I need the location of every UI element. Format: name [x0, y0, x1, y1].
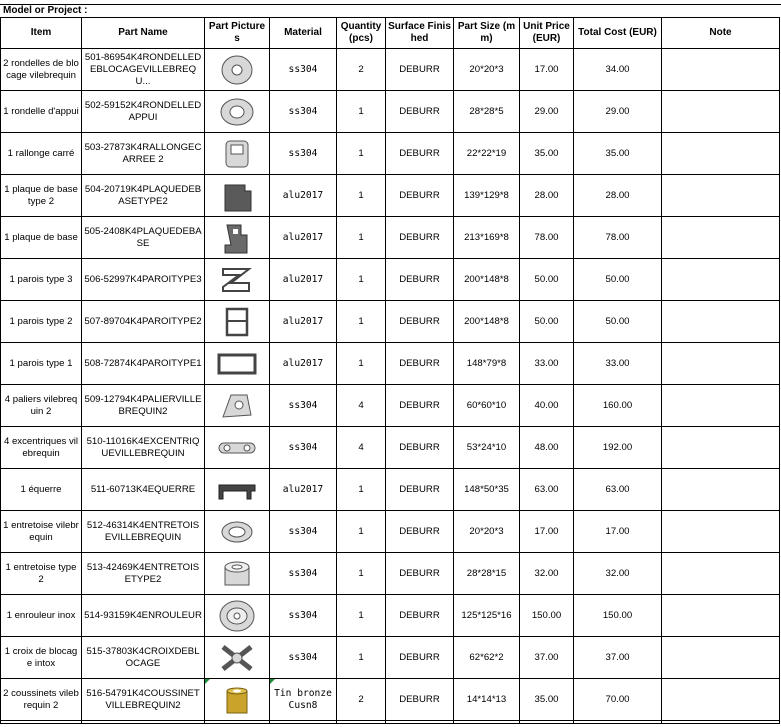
row-unit-price: 17.00 [520, 511, 574, 553]
row-quantity: 2 [337, 49, 386, 91]
washer-thick-icon [205, 49, 270, 91]
row-part-size: 53*24*10 [454, 427, 520, 469]
row-part-size: 28*28*5 [454, 91, 520, 133]
row-part-name: 504-20719K4PLAQUEDEBASETYPE2 [82, 175, 205, 217]
row-part-name: 506-52997K4PAROITYPE3 [82, 259, 205, 301]
row-surface: DEBURR [386, 595, 454, 637]
table-row [1, 301, 780, 343]
row-item: 1 enrouleur inox [1, 595, 82, 637]
base-plate-2-icon [205, 175, 270, 217]
row-item: 1 rondelle d'appui [1, 91, 82, 133]
row-surface: DEBURR [386, 637, 454, 679]
row-part-name: 516-54791K4COUSSINETVILLEBREQUIN2 [82, 679, 205, 721]
partial-cell [574, 721, 662, 724]
row-total-cost: 78.00 [574, 217, 662, 259]
row-part-name: 512-46314K4ENTRETOISEVILLEBREQUIN [82, 511, 205, 553]
row-total-cost: 160.00 [574, 385, 662, 427]
table-row [1, 637, 780, 679]
row-material: ss304 [270, 511, 337, 553]
comment-marker [205, 679, 210, 684]
row-item: 1 équerre [1, 469, 82, 511]
table-row [1, 343, 780, 385]
row-note [662, 679, 780, 721]
row-surface: DEBURR [386, 49, 454, 91]
row-surface: DEBURR [386, 217, 454, 259]
row-unit-price: 32.00 [520, 553, 574, 595]
table-row [1, 175, 780, 217]
row-quantity: 1 [337, 595, 386, 637]
row-quantity: 1 [337, 637, 386, 679]
bushing-icon [205, 679, 270, 721]
partial-cell [205, 721, 270, 724]
row-item: 2 coussinets vilebrequin 2 [1, 679, 82, 721]
col-unit-price: Unit Price (EUR) [520, 18, 574, 49]
row-material: ss304 [270, 385, 337, 427]
col-total-cost: Total Cost (EUR) [574, 18, 662, 49]
row-surface: DEBURR [386, 679, 454, 721]
table-row [1, 385, 780, 427]
row-note [662, 175, 780, 217]
row-item: 1 rallonge carré [1, 133, 82, 175]
row-total-cost: 50.00 [574, 301, 662, 343]
row-total-cost: 17.00 [574, 511, 662, 553]
row-part-size: 139*129*8 [454, 175, 520, 217]
row-part-size: 22*22*19 [454, 133, 520, 175]
row-material: alu2017 [270, 469, 337, 511]
row-total-cost: 70.00 [574, 679, 662, 721]
row-note [662, 343, 780, 385]
row-part-name: 502-59152K4RONDELLEDAPPUI [82, 91, 205, 133]
row-surface: DEBURR [386, 511, 454, 553]
row-material: alu2017 [270, 175, 337, 217]
row-part-name: 505-2408K4PLAQUEDEBASE [82, 217, 205, 259]
row-part-size: 60*60*10 [454, 385, 520, 427]
row-quantity: 1 [337, 301, 386, 343]
row-quantity: 1 [337, 175, 386, 217]
row-item: 2 rondelles de blocage vilebrequin [1, 49, 82, 91]
bracket-icon [205, 469, 270, 511]
row-quantity: 1 [337, 217, 386, 259]
row-quantity: 1 [337, 511, 386, 553]
row-quantity: 2 [337, 679, 386, 721]
row-unit-price: 37.00 [520, 637, 574, 679]
row-surface: DEBURR [386, 175, 454, 217]
row-total-cost: 28.00 [574, 175, 662, 217]
row-quantity: 1 [337, 91, 386, 133]
row-total-cost: 150.00 [574, 595, 662, 637]
row-part-name: 507-89704K4PAROITYPE2 [82, 301, 205, 343]
col-surface: Surface Finished [386, 18, 454, 49]
row-note [662, 553, 780, 595]
comment-marker [270, 679, 275, 684]
row-unit-price: 35.00 [520, 133, 574, 175]
row-note [662, 637, 780, 679]
row-total-cost: 37.00 [574, 637, 662, 679]
row-surface: DEBURR [386, 553, 454, 595]
row-part-size: 213*169*8 [454, 217, 520, 259]
row-surface: DEBURR [386, 259, 454, 301]
table-row [1, 259, 780, 301]
row-part-name: 501-86954K4RONDELLEDEBLOCAGEVILLEBREQU... [82, 49, 205, 91]
row-unit-price: 50.00 [520, 301, 574, 343]
row-unit-price: 29.00 [520, 91, 574, 133]
row-part-name: 515-37803K4CROIXDEBLOCAGE [82, 637, 205, 679]
header-row [1, 18, 780, 49]
row-item: 1 plaque de base [1, 217, 82, 259]
col-part-size: Part Size (mm) [454, 18, 520, 49]
col-part-pictures: Part Pictures [205, 18, 270, 49]
wall-type1-icon [205, 343, 270, 385]
row-surface: DEBURR [386, 385, 454, 427]
row-quantity: 1 [337, 343, 386, 385]
row-material: ss304 [270, 553, 337, 595]
row-surface: DEBURR [386, 301, 454, 343]
row-material: ss304 [270, 595, 337, 637]
col-note: Note [662, 18, 780, 49]
row-note [662, 469, 780, 511]
table-row [1, 91, 780, 133]
row-item: 1 parois type 3 [1, 259, 82, 301]
row-item: 1 entretoise type 2 [1, 553, 82, 595]
bearing-block-icon [205, 385, 270, 427]
row-note [662, 301, 780, 343]
row-note [662, 49, 780, 91]
row-item: 4 paliers vilebrequin 2 [1, 385, 82, 427]
table-row [1, 217, 780, 259]
project-label: Model or Project : [3, 5, 88, 16]
partial-cell [520, 721, 574, 724]
row-material: Tin bronze Cusn8 [270, 679, 337, 721]
row-note [662, 133, 780, 175]
row-material: ss304 [270, 49, 337, 91]
row-material: alu2017 [270, 343, 337, 385]
row-unit-price: 50.00 [520, 259, 574, 301]
partial-cell [270, 721, 337, 724]
square-extension-icon [205, 133, 270, 175]
eccentric-icon [205, 427, 270, 469]
row-note [662, 427, 780, 469]
row-total-cost: 192.00 [574, 427, 662, 469]
row-part-size: 200*148*8 [454, 301, 520, 343]
row-part-size: 20*20*3 [454, 49, 520, 91]
row-surface: DEBURR [386, 469, 454, 511]
col-part-name: Part Name [82, 18, 205, 49]
row-part-name: 510-11016K4EXCENTRIQUEVILLEBREQUIN [82, 427, 205, 469]
row-unit-price: 17.00 [520, 49, 574, 91]
row-item: 1 entretoise vilebrequin [1, 511, 82, 553]
row-part-name: 511-60713K4EQUERRE [82, 469, 205, 511]
row-part-size: 62*62*2 [454, 637, 520, 679]
row-total-cost: 29.00 [574, 91, 662, 133]
partial-cell [454, 721, 520, 724]
table-row [1, 679, 780, 721]
spacer-ring-icon [205, 511, 270, 553]
row-total-cost: 33.00 [574, 343, 662, 385]
row-material: alu2017 [270, 259, 337, 301]
row-part-size: 14*14*13 [454, 679, 520, 721]
row-part-name: 509-12794K4PALIERVILLEBREQUIN2 [82, 385, 205, 427]
partial-cell [337, 721, 386, 724]
quotation-table [0, 17, 780, 724]
partial-cell [82, 721, 205, 724]
row-item: 4 excentriques vilebrequin [1, 427, 82, 469]
row-total-cost: 35.00 [574, 133, 662, 175]
col-material: Material [270, 18, 337, 49]
row-total-cost: 32.00 [574, 553, 662, 595]
row-total-cost: 63.00 [574, 469, 662, 511]
row-material: alu2017 [270, 301, 337, 343]
base-plate-icon [205, 217, 270, 259]
row-item: 1 parois type 1 [1, 343, 82, 385]
row-material: ss304 [270, 133, 337, 175]
partial-cell [662, 721, 780, 724]
row-surface: DEBURR [386, 343, 454, 385]
table-row [1, 511, 780, 553]
row-part-name: 514-93159K4ENROULEUR [82, 595, 205, 637]
row-unit-price: 35.00 [520, 679, 574, 721]
col-item: Item [1, 18, 82, 49]
row-unit-price: 28.00 [520, 175, 574, 217]
row-part-size: 200*148*8 [454, 259, 520, 301]
row-quantity: 1 [337, 133, 386, 175]
row-part-name: 503-27873K4RALLONGECARREE 2 [82, 133, 205, 175]
row-part-size: 148*79*8 [454, 343, 520, 385]
row-item: 1 parois type 2 [1, 301, 82, 343]
partial-cell [1, 721, 82, 724]
top-border [0, 0, 781, 5]
row-surface: DEBURR [386, 427, 454, 469]
row-unit-price: 48.00 [520, 427, 574, 469]
washer-icon [205, 91, 270, 133]
partial-cell [386, 721, 454, 724]
row-note [662, 259, 780, 301]
rows-body [1, 49, 780, 724]
row-material: ss304 [270, 427, 337, 469]
row-unit-price: 33.00 [520, 343, 574, 385]
row-part-size: 28*28*15 [454, 553, 520, 595]
row-quantity: 1 [337, 469, 386, 511]
row-unit-price: 40.00 [520, 385, 574, 427]
table-row [1, 427, 780, 469]
row-quantity: 4 [337, 385, 386, 427]
winder-disc-icon [205, 595, 270, 637]
row-part-name: 508-72874K4PAROITYPE1 [82, 343, 205, 385]
row-total-cost: 50.00 [574, 259, 662, 301]
row-unit-price: 150.00 [520, 595, 574, 637]
row-surface: DEBURR [386, 133, 454, 175]
row-part-name: 513-42469K4ENTRETOISETYPE2 [82, 553, 205, 595]
table-row-partial [1, 721, 780, 724]
row-item: 1 croix de blocage intox [1, 637, 82, 679]
row-surface: DEBURR [386, 91, 454, 133]
row-part-size: 125*125*16 [454, 595, 520, 637]
table-row [1, 133, 780, 175]
row-material: ss304 [270, 91, 337, 133]
row-note [662, 595, 780, 637]
row-part-size: 20*20*3 [454, 511, 520, 553]
row-note [662, 385, 780, 427]
row-part-size: 148*50*35 [454, 469, 520, 511]
col-quantity: Quantity (pcs) [337, 18, 386, 49]
row-note [662, 217, 780, 259]
spacer-cylinder-icon [205, 553, 270, 595]
row-quantity: 4 [337, 427, 386, 469]
row-note [662, 511, 780, 553]
row-material: alu2017 [270, 217, 337, 259]
table-row [1, 553, 780, 595]
row-total-cost: 34.00 [574, 49, 662, 91]
table-row [1, 469, 780, 511]
row-material: ss304 [270, 637, 337, 679]
row-unit-price: 63.00 [520, 469, 574, 511]
row-unit-price: 78.00 [520, 217, 574, 259]
wall-type3-icon [205, 259, 270, 301]
row-note [662, 91, 780, 133]
table-row [1, 595, 780, 637]
row-quantity: 1 [337, 553, 386, 595]
locking-cross-icon [205, 637, 270, 679]
row-item: 1 plaque de base type 2 [1, 175, 82, 217]
wall-type2-icon [205, 301, 270, 343]
row-quantity: 1 [337, 259, 386, 301]
table-row [1, 49, 780, 91]
